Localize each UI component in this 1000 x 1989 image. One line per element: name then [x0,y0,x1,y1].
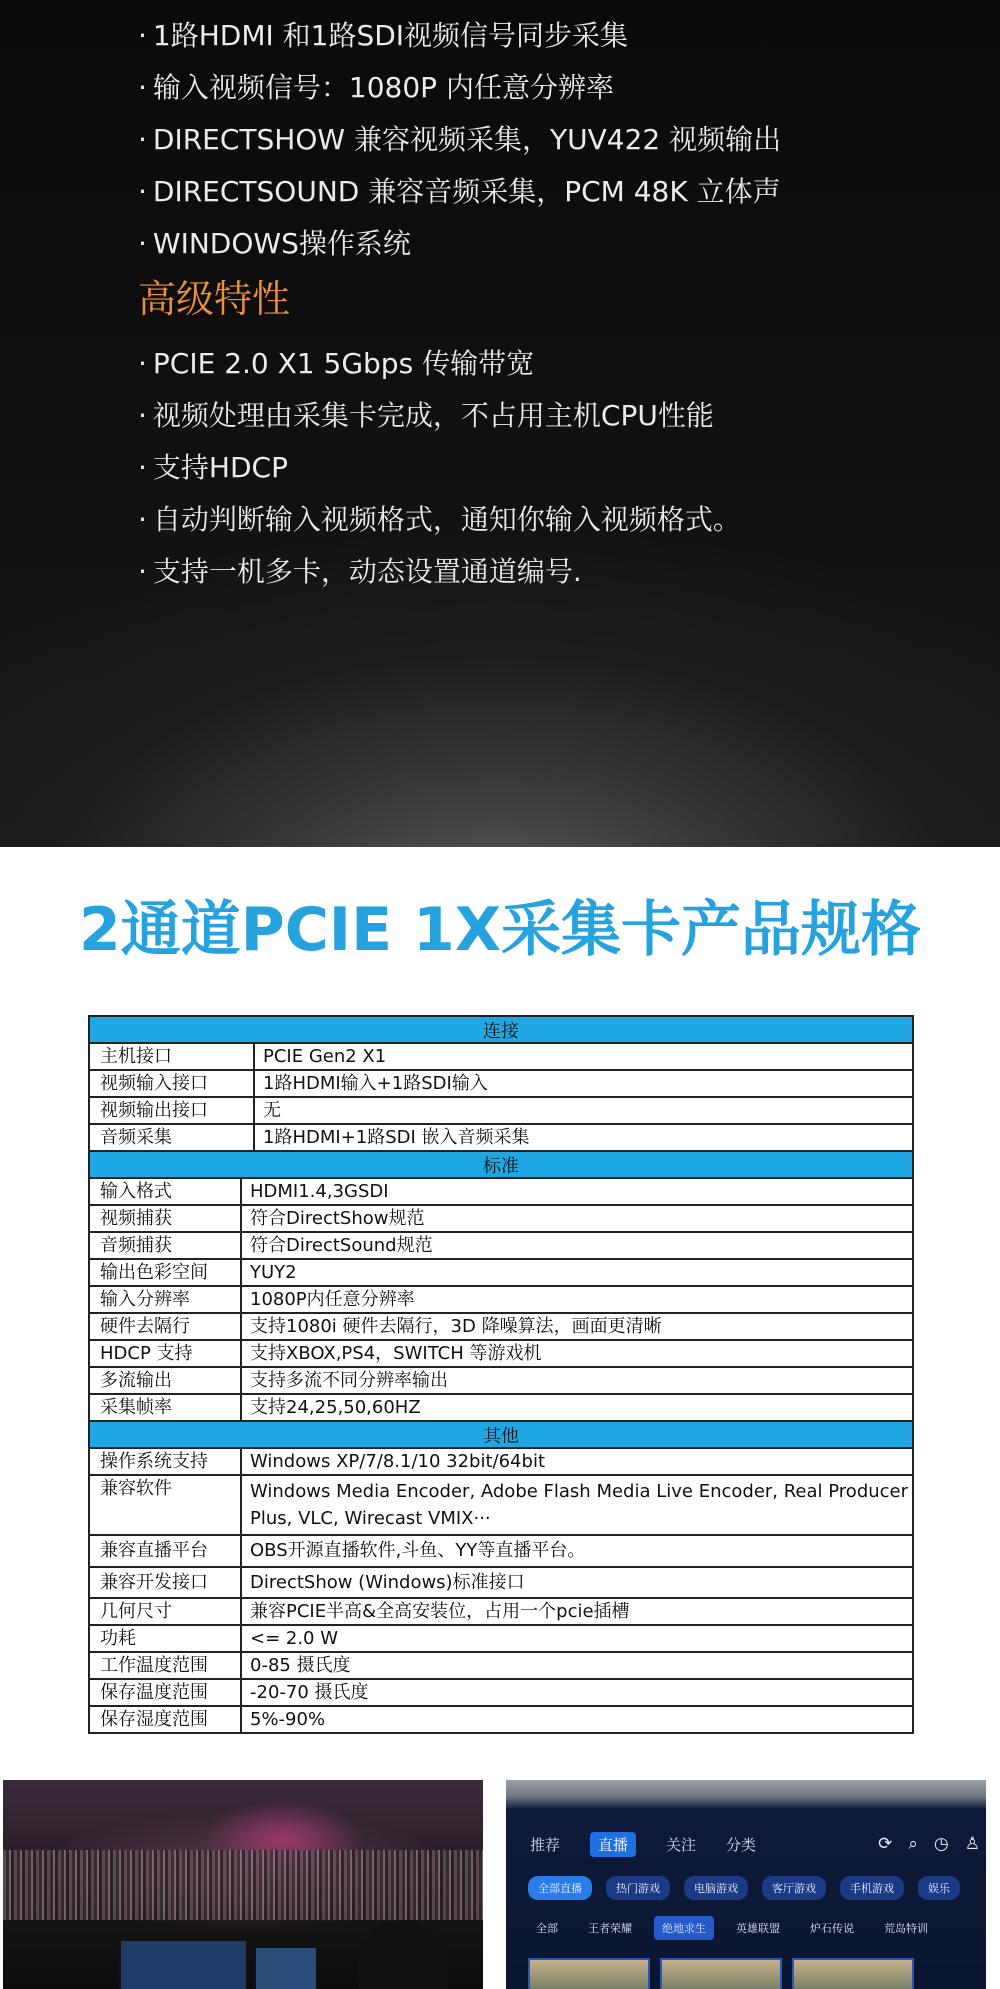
feature-line: · 视频处理由采集卡完成，不占用主机CPU性能 [138,399,714,432]
spec-value: OBS开源直播软件,斗鱼、YY等直播平台。 [250,1540,586,1561]
feature-line: · WINDOWS操作系统 [138,227,411,260]
spec-key: 视频输入接口 [90,1071,255,1096]
spec-key: 音频捕获 [90,1233,242,1258]
table-row [90,1206,912,1233]
spec-key: 兼容开发接口 [90,1568,242,1597]
spec-value: 支持1080i 硬件去隔行，3D 降噪算法，画面更清晰 [250,1316,662,1337]
table-row [90,1653,912,1680]
table-row [90,1233,912,1260]
feature-panel [0,0,1000,847]
spec-value: PCIE Gen2 X1 [263,1046,387,1067]
table-row [90,1536,912,1568]
spec-key: 功耗 [90,1626,242,1651]
spec-value: YUY2 [250,1262,297,1283]
spec-key: 兼容软件 [90,1476,242,1534]
tv-chip: 全部 [536,1922,558,1935]
operator [358,1920,448,1989]
spec-value: Windows XP/7/8.1/10 32bit/64bit [250,1451,545,1472]
spec-value: 符合DirectSound规范 [250,1235,433,1256]
tv-chip: 绝地求生 [654,1916,714,1940]
tv-chip: 热门游戏 [606,1876,670,1900]
spec-value: 支持多流不同分辨率输出 [250,1370,448,1391]
spec-key: 视频捕获 [90,1206,242,1231]
table-row [90,1680,912,1707]
spec-value: DirectShow (Windows)标准接口 [250,1572,525,1593]
tv-nav-item: 推荐 [530,1836,561,1854]
spec-key: 硬件去隔行 [90,1314,242,1339]
table-row [90,1260,912,1287]
page-title: 2通道PCIE 1X采集卡产品规格 [79,895,921,965]
spec-key: 输入分辨率 [90,1287,242,1312]
spec-value: 兼容PCIE半高&全高安装位，占用一个pcie插槽 [250,1601,630,1622]
spec-key: 主机接口 [90,1044,255,1069]
spec-key: 保存温度范围 [90,1680,242,1705]
tv-tiles [528,1958,914,1989]
spec-value: <= 2.0 W [250,1628,339,1649]
tv-nav [530,1834,756,1857]
table-row [90,1044,912,1071]
tv-chip: 炉石传说 [810,1922,854,1935]
table-row [90,1314,912,1341]
spec-value: 无 [263,1100,281,1121]
spec-key: 保存湿度范围 [90,1707,242,1732]
spec-key: 视频输出接口 [90,1098,255,1123]
spec-value: 0-85 摄氏度 [250,1655,351,1676]
tv-chip: 电脑游戏 [684,1876,748,1900]
tv-icons [878,1834,980,1854]
table-row [90,1599,912,1626]
tv-chip: 荒岛特训 [884,1922,928,1935]
spec-table [88,1015,914,1734]
table-row [90,1125,912,1152]
spec-value: -20-70 摄氏度 [250,1682,369,1703]
spec-value: 5%-90% [250,1709,326,1730]
table-row [90,1449,912,1476]
table-row [90,1707,912,1734]
clock-icon: ◷ [933,1834,949,1854]
table-row [90,1071,912,1098]
spec-key: 音频采集 [90,1125,255,1150]
tv-game-chips [528,1916,936,1940]
section-header: 标准 [90,1152,912,1179]
table-row [90,1287,912,1314]
table-row [90,1179,912,1206]
spec-value: HDMI1.4,3GSDI [250,1181,389,1202]
spec-value: 支持24,25,50,60HZ [250,1397,421,1418]
spec-key: 兼容直播平台 [90,1536,242,1566]
spec-key: HDCP 支持 [90,1341,242,1366]
spec-key: 工作温度范围 [90,1653,242,1678]
search-icon: ⌕ [908,1834,918,1854]
tv-chip: 手机游戏 [840,1876,904,1900]
spec-key: 多流输出 [90,1368,242,1393]
spec-value: 1路HDMI输入+1路SDI输入 [263,1073,488,1094]
tv-chip: 娱乐 [918,1876,960,1900]
table-row [90,1368,912,1395]
spec-key: 输出色彩空间 [90,1260,242,1285]
tv-tile [792,1958,914,1989]
section-header: 连接 [90,1017,912,1044]
monitor [118,1938,249,1989]
feature-line: · 1路HDMI 和1路SDI视频信号同步采集 [138,19,629,52]
tv-chip: 全部直播 [528,1876,592,1900]
tv-nav-item: 分类 [726,1836,757,1854]
table-row [90,1626,912,1653]
table-row [90,1568,912,1599]
tv-nav-item: 关注 [666,1836,697,1854]
table-row [90,1341,912,1368]
table-row [90,1476,912,1536]
feature-line: · 输入视频信号：1080P 内任意分辨率 [138,71,614,104]
feature-line: · 支持HDCP [138,451,288,484]
feature-line: · 支持一机多卡，动态设置通道编号. [138,555,582,588]
advanced-heading: 高级特性 [138,277,291,321]
spec-key: 采集帧率 [90,1395,242,1420]
refresh-icon: ⟳ [878,1834,893,1854]
tv-app-photo [506,1780,986,1989]
spec-value: 1080P内任意分辨率 [250,1289,415,1310]
feature-line: · PCIE 2.0 X1 5Gbps 传输带宽 [138,347,535,380]
tv-chip: 客厅游戏 [762,1876,826,1900]
section-header: 其他 [90,1422,912,1449]
spec-key: 操作系统支持 [90,1449,242,1474]
user-icon: ♙ [964,1834,980,1854]
spec-key: 几何尺寸 [90,1599,242,1624]
feature-line: · DIRECTSOUND 兼容音频采集，PCM 48K 立体声 [138,175,781,208]
tv-tile [528,1958,650,1989]
tv-chip: 英雄联盟 [736,1922,780,1935]
table-row [90,1098,912,1125]
spec-value: 1路HDMI+1路SDI 嵌入音频采集 [263,1127,530,1148]
feature-line: · DIRECTSHOW 兼容视频采集，YUV422 视频输出 [138,123,782,156]
spec-value: 支持XBOX,PS4，SWITCH 等游戏机 [250,1343,542,1364]
monitor [253,1945,319,1989]
table-row [90,1395,912,1422]
spec-value: Windows Media Encoder, Adobe Flash Media Live Encoder, Real Producer Plus, VLC, Wirecast VMIX··· [250,1481,909,1529]
event-photo [3,1780,483,1989]
crowd [3,1850,483,1920]
spec-value: 符合DirectShow规范 [250,1208,425,1229]
tv-nav-item-active: 直播 [590,1832,636,1857]
tv-category-chips [528,1876,960,1900]
spec-key: 输入格式 [90,1179,242,1204]
tv-chip: 王者荣耀 [588,1922,632,1935]
tv-tile [660,1958,782,1989]
feature-line: · 自动判断输入视频格式，通知你输入视频格式。 [138,503,741,536]
